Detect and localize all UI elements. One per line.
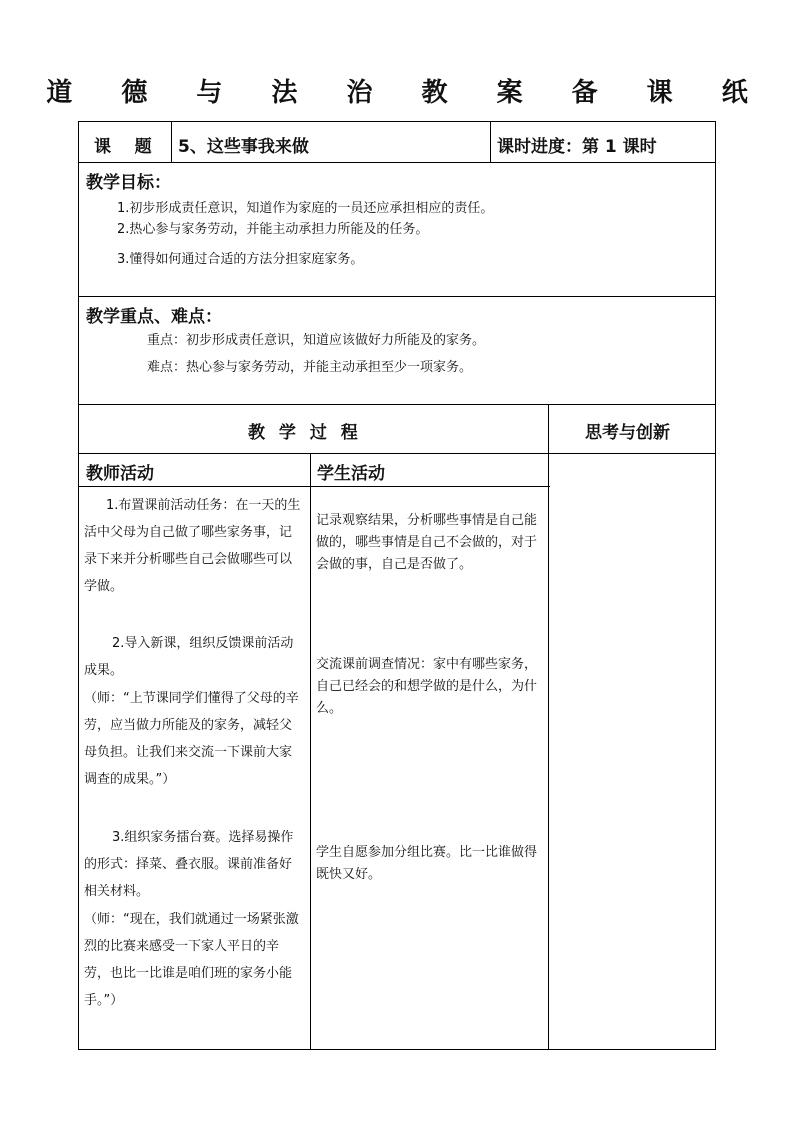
difficult-point: 难点：热心参与家务劳动，并能主动承担至少一项家务。 [147, 360, 473, 375]
objective-item: 1.初步形成责任意识，知道作为家庭的一员还应承担相应的责任。 [117, 201, 494, 216]
reflection-heading: 思考与创新 [585, 423, 670, 443]
topic-value: 5、这些事我来做 [178, 137, 309, 157]
student-activity: 交流课前调查情况：家中有哪些家务，自己已经会的和想学做的是什么，为什么。 [316, 657, 538, 716]
divider [171, 121, 172, 162]
objective-item: 2.热心参与家务劳动，并能主动承担力所能及的任务。 [117, 222, 429, 237]
divider [78, 453, 716, 454]
teacher-activity: 1.布置课前活动任务：在一天的生活中父母为自己做了哪些家务事，记录下来并分析哪些自己会做哪些可以学做。 [84, 498, 301, 594]
page-title: 道 德 与 法 治 教 案 备 课 纸 [46, 78, 768, 108]
divider [548, 404, 549, 1050]
divider [490, 121, 491, 162]
teacher-activity: （师：“现在，我们就通过一场紧张激烈的比赛来感受一下家人平日的辛劳，也比一比谁是咱们班的家务小能手。”） [84, 912, 299, 1008]
divider [310, 453, 311, 1050]
teacher-activity: 3.组织家务擂台赛。选择易操作的形式：择菜、叠衣服。课前准备好相关材料。 [84, 830, 294, 899]
student-activity: 记录观察结果，分析哪些事情是自己能做的，哪些事情是自己不会做的，对于会做的事，自己是否做了。 [316, 513, 538, 572]
process-heading: 教 学 过 程 [248, 423, 362, 443]
teacher-activity: 2.导入新课，组织反馈课前活动成果。 [84, 636, 294, 678]
divider [78, 162, 716, 163]
teacher-activity: （师：“上节课同学们懂得了父母的辛劳，应当做力所能及的家务，减轻父母负担。让我们来交流一下课前大家调查的成果。”） [84, 691, 299, 787]
key-points-heading: 教学重点、难点： [86, 307, 222, 327]
student-heading: 学生活动 [317, 464, 385, 484]
objective-item: 3.懂得如何通过合适的方法分担家庭家务。 [117, 252, 364, 267]
divider [78, 296, 716, 297]
key-point: 重点：初步形成责任意识，知道应该做好力所能及的家务。 [147, 333, 486, 348]
teacher-heading: 教师活动 [86, 464, 154, 484]
lesson-progress: 课时进度：第 1 课时 [497, 137, 657, 157]
student-activity: 学生自愿参加分组比赛。比一比谁做得既快又好。 [316, 845, 538, 882]
objectives-heading: 教学目标： [86, 173, 171, 193]
divider [78, 486, 550, 487]
topic-label: 课 题 [94, 137, 152, 157]
divider [78, 404, 716, 405]
